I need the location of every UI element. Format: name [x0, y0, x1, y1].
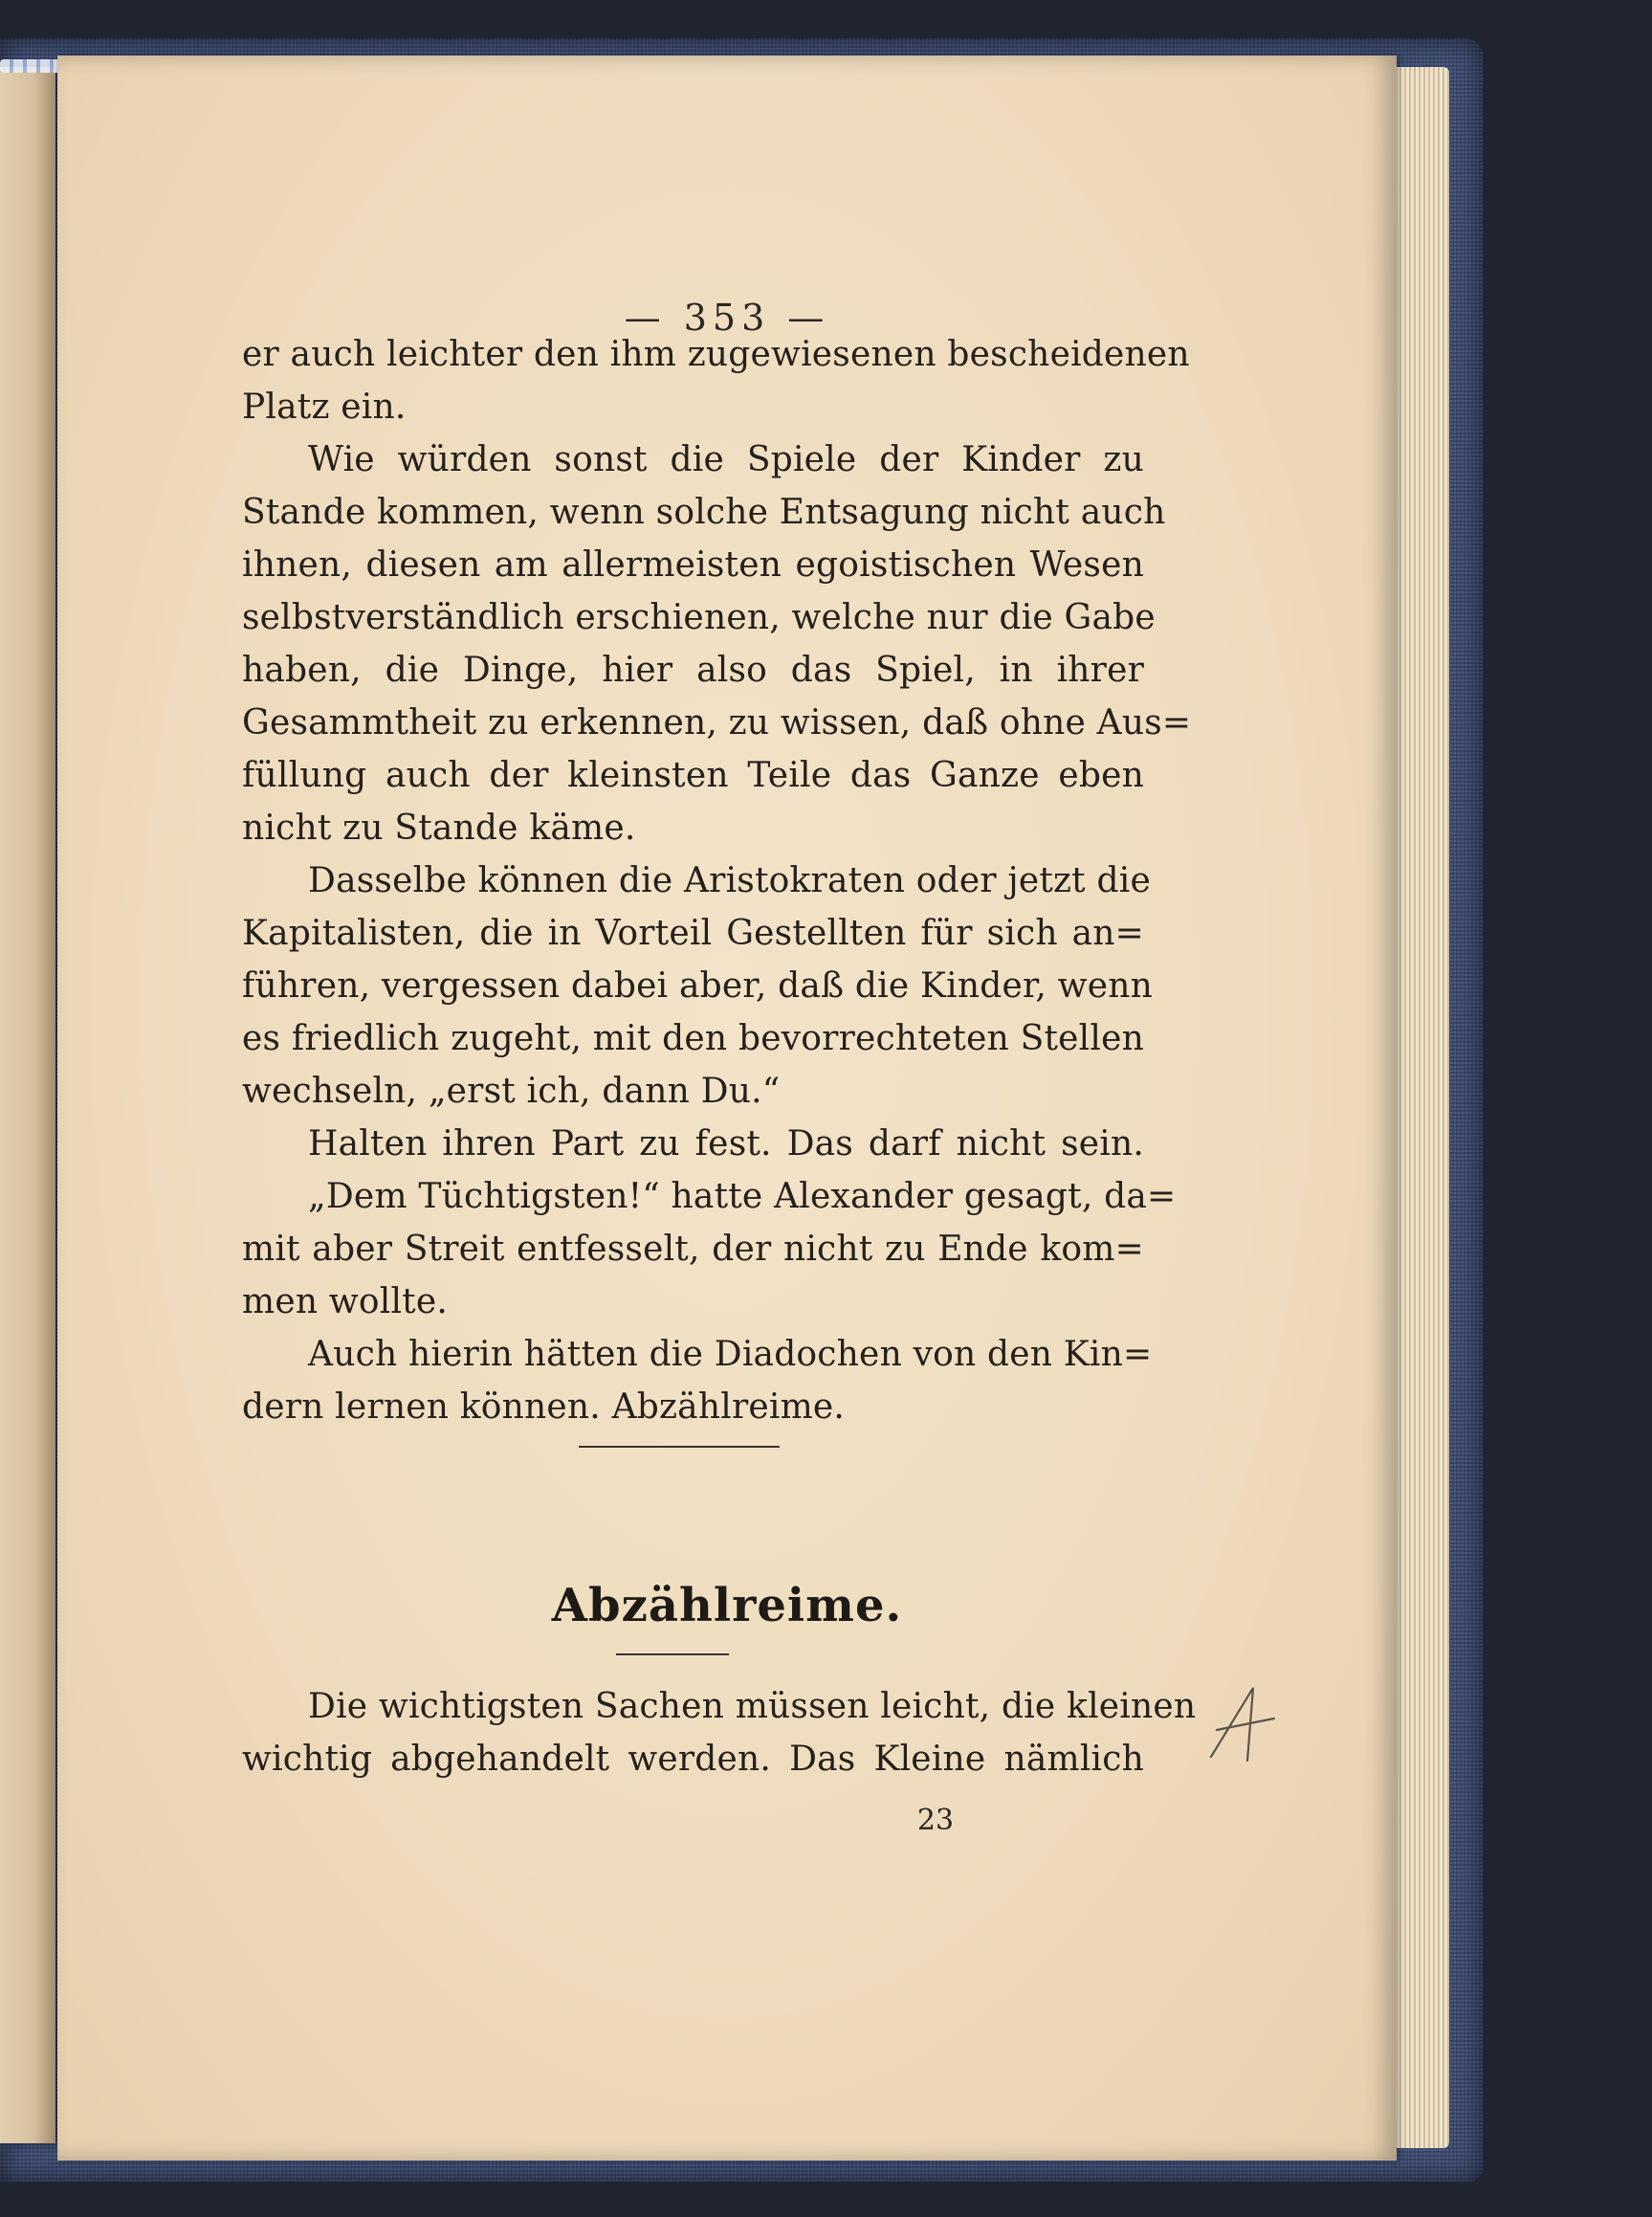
section-title: Abzählreime.: [551, 1579, 903, 1632]
text-line-11: Dasselbe können die Aristokraten oder jetzt die: [308, 861, 1151, 900]
text-line-20: Auch hierin hätten die Diadochen von den Kin=: [308, 1335, 1153, 1374]
text-line-12: Kapitalisten, die in Vorteil Gestellten für sich an=: [242, 914, 1144, 953]
text-line-10: nicht zu Stande käme.: [242, 809, 636, 848]
text-line-8: Gesammtheit zu erkennen, zu wissen, daß ohne Aus=: [242, 703, 1192, 743]
text-line-1: er auch leichter den ihm zugewiesenen bescheidenen: [242, 335, 1190, 374]
left-page-edge: [0, 67, 55, 2143]
text-line-14: es friedlich zugeht, mit den bevorrechteten Stellen: [242, 1019, 1144, 1058]
section-divider: [579, 1446, 780, 1448]
text-line-2: Platz ein.: [242, 388, 407, 427]
title-rule: [616, 1653, 729, 1655]
text-line-6: selbstverständlich erschienen, welche nur die Gabe: [242, 598, 1156, 637]
page-stack-edge: [1392, 67, 1449, 2148]
text-line-13: führen, vergessen dabei aber, daß die Kinder, wenn: [242, 966, 1154, 1006]
section-text-line-1: Die wichtigsten Sachen müssen leicht, die kleinen: [308, 1687, 1197, 1726]
text-line-15: wechseln, „erst ich, dann Du.“: [242, 1072, 781, 1111]
text-line-5: ihnen, diesen am allermeisten egoistischen Wesen: [242, 545, 1144, 585]
text-line-21: dern lernen können. Abzählreime.: [242, 1387, 846, 1427]
page-number-header: — 353 —: [624, 297, 830, 339]
text-line-17: „Dem Tüchtigsten!“ hatte Alexander gesagt, da=: [308, 1177, 1177, 1216]
signature-mark: 23: [916, 1804, 955, 1837]
text-line-4: Stande kommen, wenn solche Entsagung nicht auch: [242, 493, 1166, 532]
text-line-3: Wie würden sonst die Spiele der Kinder zu: [308, 440, 1144, 479]
book-page: [57, 55, 1397, 2161]
text-line-9: füllung auch der kleinsten Teile das Ganze eben: [242, 756, 1144, 795]
text-line-16: Halten ihren Part zu fest. Das darf nicht sein.: [308, 1124, 1144, 1164]
section-text-line-2: wichtig abgehandelt werden. Das Kleine nämlich: [242, 1740, 1144, 1779]
text-line-18: mit aber Streit entfesselt, der nicht zu Ende kom=: [242, 1230, 1144, 1269]
text-line-7: haben, die Dinge, hier also das Spiel, in ihrer: [242, 651, 1144, 690]
pencil-margin-mark: [1203, 1680, 1280, 1766]
text-line-19: men wollte.: [242, 1282, 449, 1321]
